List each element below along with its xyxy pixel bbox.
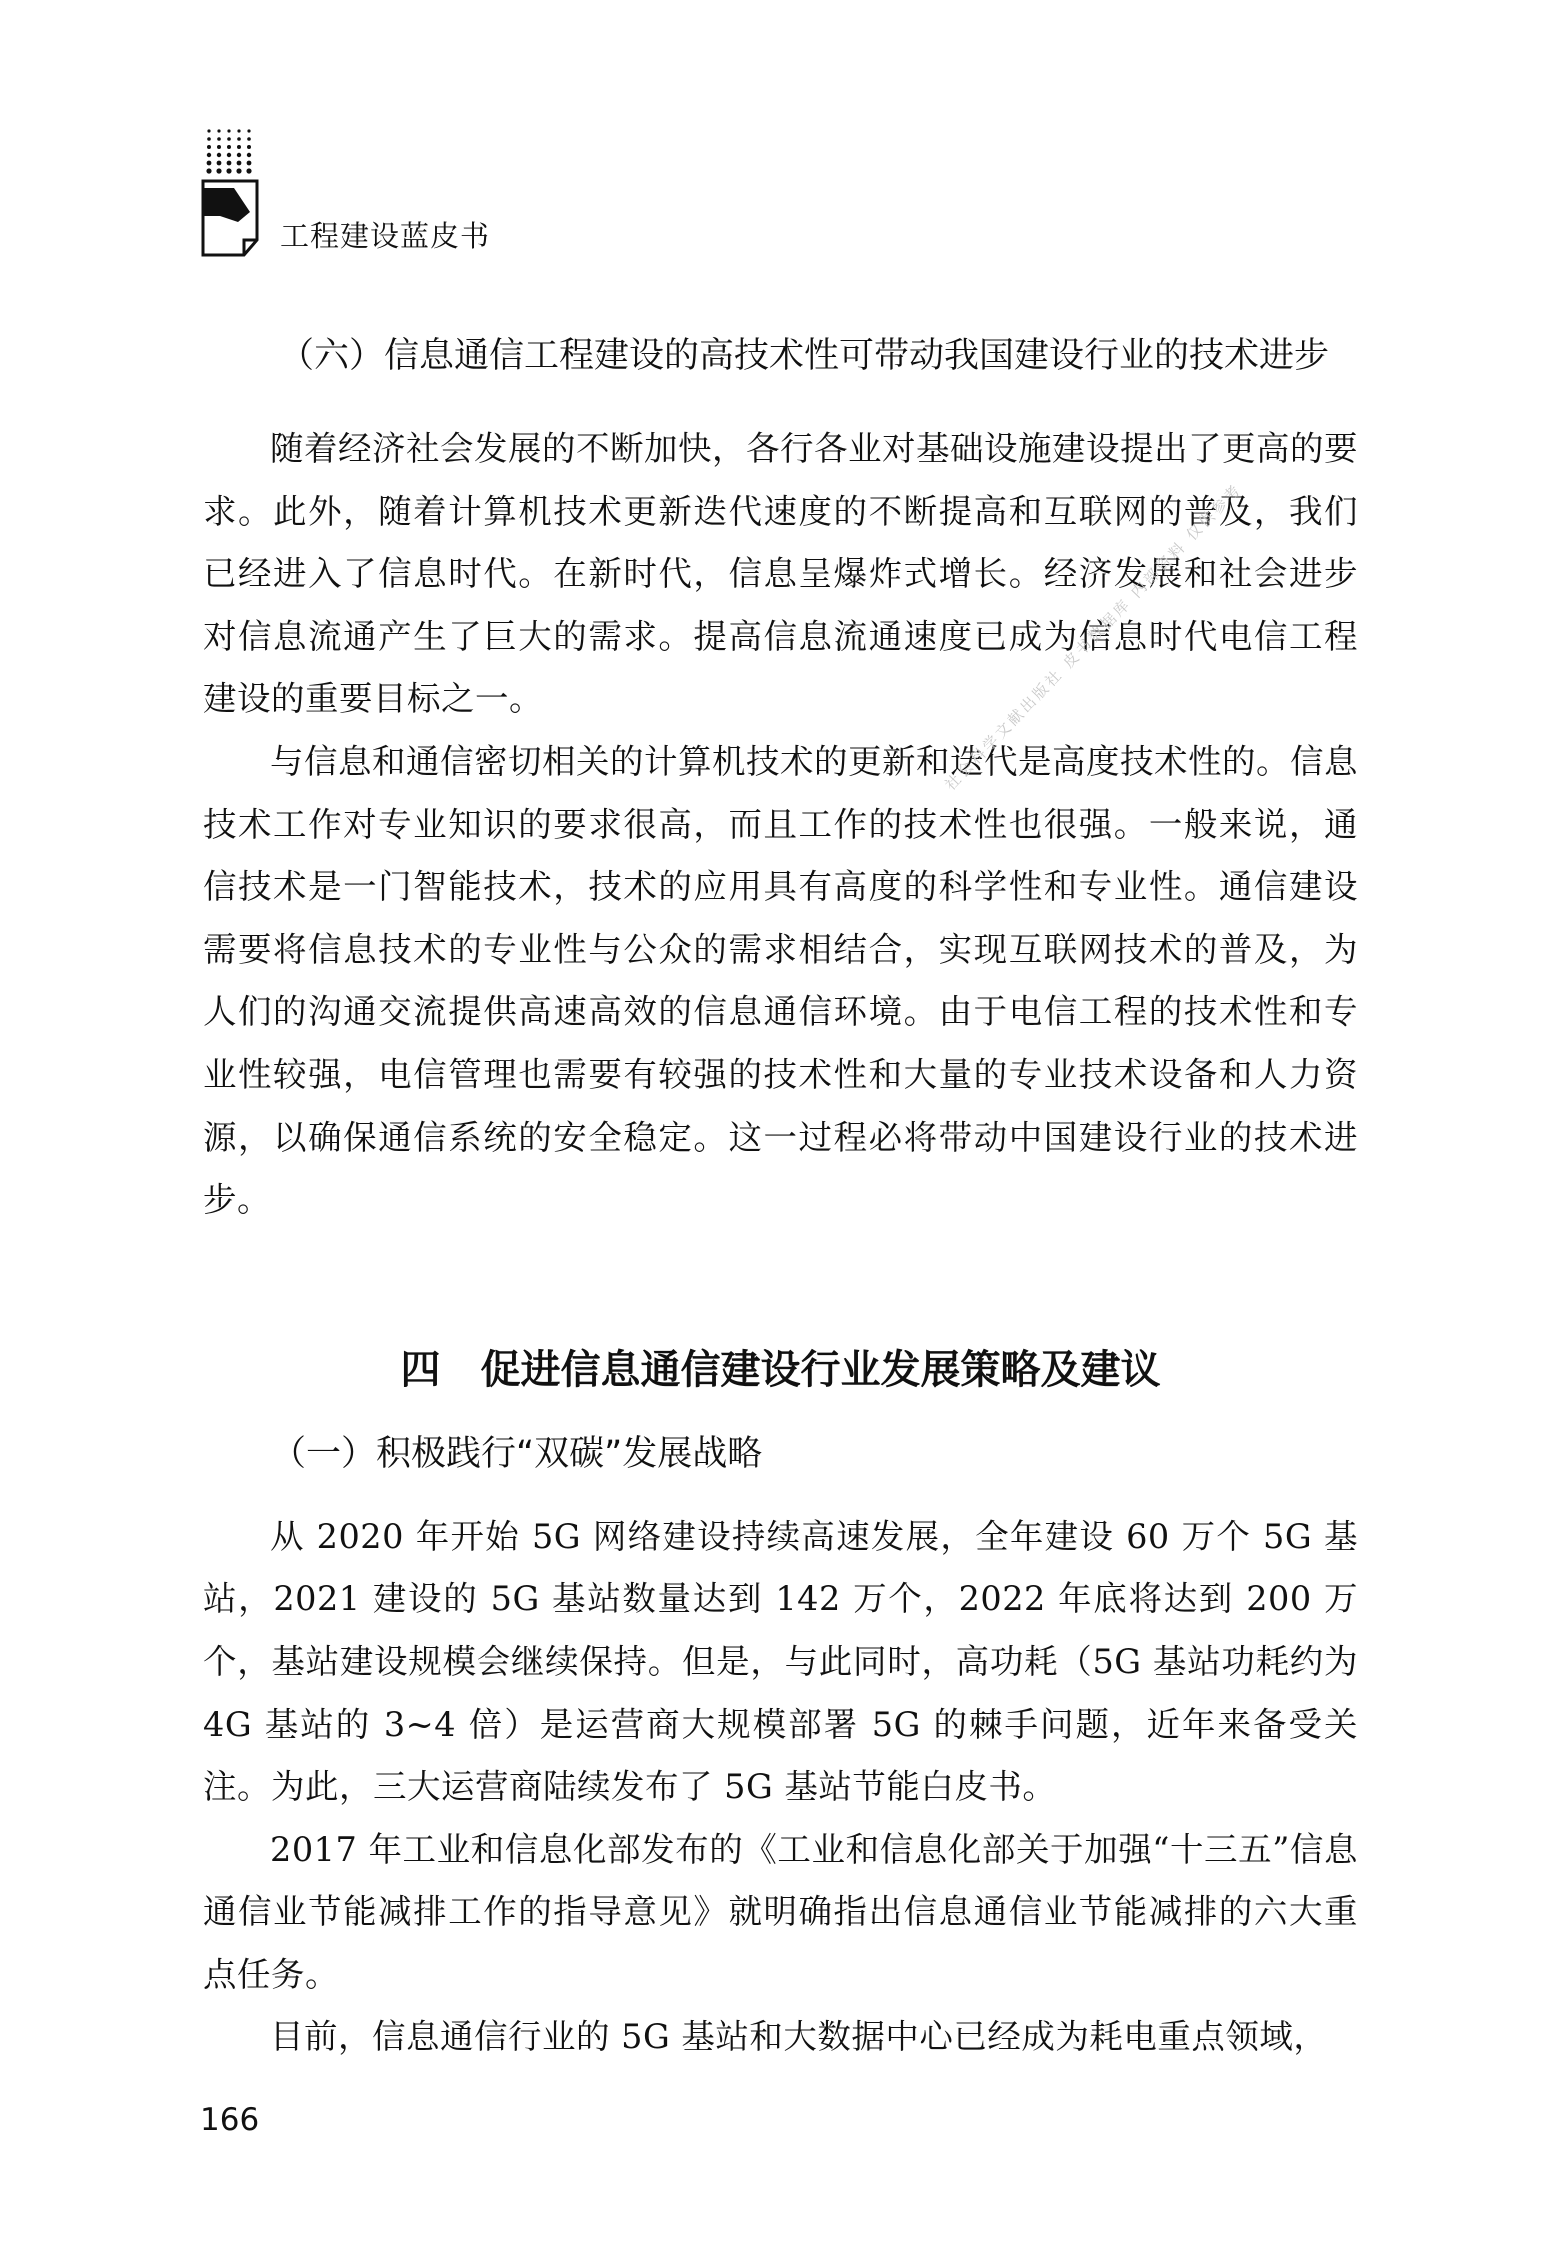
paragraph: 与信息和通信密切相关的计算机技术的更新和迭代是高度技术性的。信息技术工作对专业知识的要求很高，而且工作的技术性也很强。一般来说，通信技术是一门智能技术，技术的应用具有高度的科学性和专业性。通信建设需要将信息技术的专业性与公众的需求相结合，实现互联网技术的普及，为人们的沟通交流提供高速高效的信息通信环境。由于电信工程的技术性和专业性较强，电信管理也需要有较强的技术性和大量的专业技术设备和人力资源，以确保通信系统的安全稳定。这一过程必将带动中国建设行业的技术进步。 bbox=[203, 741, 1358, 1220]
subsection-heading-six: （六）信息通信工程建设的高技术性可带动我国建设行业的技术进步 bbox=[279, 336, 1330, 376]
section-title bbox=[203, 1340, 1358, 1400]
section-title-text: 促进信息通信建设行业发展策略及建议 bbox=[480, 1346, 1161, 1393]
paragraph: 2017 年工业和信息化部发布的《工业和信息化部关于加强“十三五”信息通信业节能减排工作的指导意见》就明确指出信息通信业节能减排的六大重点任务。 bbox=[203, 1829, 1358, 1994]
running-header bbox=[200, 128, 600, 268]
paragraph: 从 2020 年开始 5G 网络建设持续高速发展，全年建设 60 万个 5G 基站，2021 建设的 5G 基站数量达到 142 万个，2022 年底将达到 200 万个，基站建设规模会继续保持。但是，与此同时，高功耗（5G 基站功耗约为 4G 基站的 3~4 倍）是运营商大规模部署 5G 的棘手问题，近年来备受关注。为此，三大运营商陆续发布了 5G 基站节能白皮书。 bbox=[203, 1516, 1358, 1807]
book-logo-icon bbox=[200, 178, 260, 258]
section-number: 四 bbox=[400, 1346, 441, 1393]
dot-grid-icon bbox=[206, 128, 254, 174]
paragraph: 目前，信息通信行业的 5G 基站和大数据中心已经成为耗电重点领域， bbox=[270, 2017, 1328, 2057]
series-title: 工程建设蓝皮书 bbox=[280, 219, 491, 253]
page-body bbox=[203, 330, 1358, 2069]
subsection-heading-one: （一）积极践行“双碳”发展战略 bbox=[271, 1433, 763, 1474]
watermark: 社会科学文献出版社 皮书数据库 内部资料 仅供参考 bbox=[941, 479, 1246, 794]
page-number: 166 bbox=[200, 2102, 260, 2138]
paragraph: 随着经济社会发展的不断加快，各行各业对基础设施建设提出了更高的要求。此外，随着计算机技术更新迭代速度的不断提高和互联网的普及，我们已经进入了信息时代。在新时代，信息呈爆炸式增长。经济发展和社会进步对信息流通产生了巨大的需求。提高信息流通速度已成为信息时代电信工程建设的重要目标之一。 bbox=[203, 429, 1358, 719]
